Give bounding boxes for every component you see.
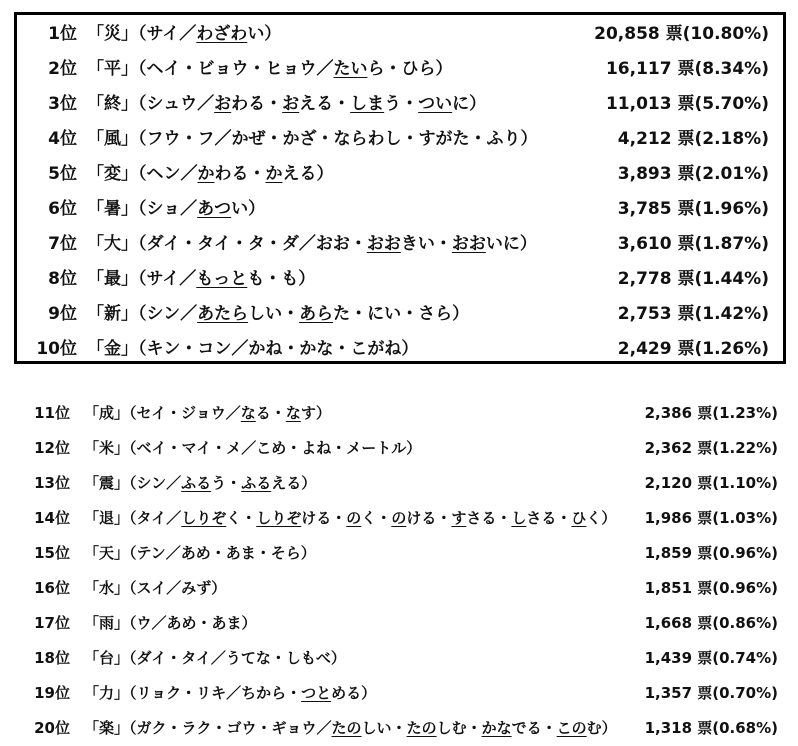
reading-text: （ヘイ・ビョウ・ヒョウ／	[138, 59, 334, 79]
ranking-row	[17, 52, 783, 87]
kanji-character: 「雨」	[84, 614, 130, 632]
reading-underlined: おお	[366, 234, 401, 254]
ranking-row	[0, 711, 798, 746]
vote-count: 3,785 票(1.96%)	[617, 199, 769, 219]
rank-label: 10位	[36, 339, 77, 359]
rank-label: 11位	[34, 404, 70, 422]
vote-count: 1,357 票(0.70%)	[644, 684, 778, 702]
kanji-character: 「楽」	[84, 719, 130, 737]
reading-text: （キン・コン／かね・かな・こがね）	[138, 339, 419, 359]
reading-underlined: あつ	[197, 199, 232, 219]
reading-underlined: しりぞ	[256, 509, 302, 527]
reading-text: さる・	[466, 509, 512, 527]
ranking-row	[17, 87, 783, 122]
kanji-reading	[129, 579, 226, 597]
kanji-entry	[84, 641, 346, 676]
rank-label: 15位	[34, 544, 70, 562]
kanji-character: 「風」	[87, 129, 138, 149]
vote-count: 4,212 票(2.18%)	[617, 129, 769, 149]
vote-count: 11,013 票(5.70%)	[605, 94, 769, 114]
kanji-reading	[129, 719, 617, 737]
kanji-entry	[84, 501, 616, 536]
reading-underlined: な	[285, 404, 301, 422]
reading-text: （フウ・フ／かぜ・かざ・ならわし・すがた・ふり）	[138, 129, 538, 149]
kanji-entry	[84, 676, 376, 711]
rank-label: 19位	[34, 684, 70, 702]
reading-text: （シン／	[138, 304, 198, 324]
rank-label: 17位	[34, 614, 70, 632]
reading-text: （サイ／	[138, 269, 197, 289]
reading-text: ら・ひら）	[367, 59, 453, 79]
reading-text: める）	[331, 684, 377, 702]
rank-label: 3位	[48, 94, 77, 114]
vote-count: 20,858 票(10.80%)	[594, 24, 769, 44]
reading-underlined: たの	[331, 719, 362, 737]
reading-underlined: す	[451, 509, 467, 527]
reading-underlined: しま	[350, 94, 385, 114]
kanji-reading	[138, 199, 265, 219]
reading-text: く・	[226, 509, 257, 527]
vote-count: 2,753 票(1.42%)	[617, 304, 769, 324]
reading-text: （ダイ・タイ・タ・ダ／おお・	[138, 234, 367, 254]
reading-text: （ダイ・タイ／うてな・しもべ）	[129, 649, 346, 667]
ranking-row	[17, 192, 783, 227]
kanji-reading	[129, 509, 616, 527]
kanji-reading	[138, 304, 469, 324]
rank-label: 13位	[34, 474, 70, 492]
kanji-character: 「水」	[84, 579, 130, 597]
ranking-row	[17, 297, 783, 332]
ranking-row	[17, 17, 783, 52]
kanji-reading	[138, 164, 334, 184]
rank-label: 9位	[48, 304, 77, 324]
kanji-character: 「平」	[87, 59, 138, 79]
kanji-entry	[84, 466, 316, 501]
rank-label: 12位	[34, 439, 70, 457]
ranking-row	[0, 536, 798, 571]
kanji-character: 「米」	[84, 439, 130, 457]
kanji-reading	[129, 614, 257, 632]
kanji-reading	[129, 684, 376, 702]
rank-label: 1位	[48, 24, 77, 44]
kanji-character: 「成」	[84, 404, 130, 422]
reading-underlined: もっと	[196, 269, 248, 289]
reading-text: （テン／あめ・あま・そら）	[129, 544, 316, 562]
reading-text: （ヘン／	[138, 164, 198, 184]
ranking-row	[17, 262, 783, 297]
reading-underlined: あたら	[197, 304, 249, 324]
reading-underlined: わざわ	[196, 24, 248, 44]
kanji-character: 「暑」	[87, 199, 138, 219]
reading-text: ける・	[406, 509, 452, 527]
kanji-entry	[87, 87, 486, 122]
reading-text: える）	[282, 164, 334, 184]
kanji-entry	[87, 17, 281, 52]
ranking-row	[0, 396, 798, 431]
top10-ranking-box	[14, 12, 786, 364]
kanji-character: 「新」	[87, 304, 138, 324]
reading-underlined: たい	[333, 59, 368, 79]
reading-text: きい・	[400, 234, 452, 254]
reading-text: わる・	[214, 164, 266, 184]
ranking-row	[0, 571, 798, 606]
ranking-row	[17, 122, 783, 157]
reading-text: （リョク・リキ／ちから・	[129, 684, 302, 702]
reading-underlined: か	[265, 164, 283, 184]
kanji-reading	[138, 269, 315, 289]
kanji-reading	[138, 234, 537, 254]
ranking-row	[0, 431, 798, 466]
kanji-reading	[129, 649, 346, 667]
ranking-row	[0, 676, 798, 711]
rank-label: 4位	[48, 129, 77, 149]
kanji-entry	[87, 227, 537, 262]
kanji-character: 「災」	[87, 24, 138, 44]
kanji-character: 「天」	[84, 544, 130, 562]
rank-label: 18位	[34, 649, 70, 667]
kanji-reading	[129, 474, 316, 492]
reading-text: でる・	[511, 719, 557, 737]
reading-text: う・	[384, 94, 419, 114]
reading-text: （スイ／みず）	[129, 579, 227, 597]
kanji-entry	[84, 431, 421, 466]
reading-text: く）	[586, 509, 617, 527]
ranking-row	[0, 501, 798, 536]
vote-count: 1,859 票(0.96%)	[644, 544, 778, 562]
reading-text: も・も）	[247, 269, 316, 289]
kanji-entry	[87, 332, 418, 367]
reading-text: （ベイ・マイ・メ／こめ・よね・メートル）	[129, 439, 422, 457]
kanji-entry	[87, 262, 315, 297]
vote-count: 3,893 票(2.01%)	[617, 164, 769, 184]
reading-text: いに）	[485, 234, 537, 254]
kanji-entry	[87, 52, 453, 87]
kanji-reading	[129, 544, 316, 562]
reading-text: （サイ／	[138, 24, 197, 44]
reading-underlined: し	[511, 509, 527, 527]
reading-text: しむ・	[436, 719, 482, 737]
kanji-entry	[87, 297, 469, 332]
ranking-row	[17, 157, 783, 192]
kanji-reading	[138, 94, 486, 114]
vote-count: 1,851 票(0.96%)	[644, 579, 778, 597]
kanji-character: 「震」	[84, 474, 130, 492]
reading-underlined: の	[391, 509, 407, 527]
kanji-entry	[87, 192, 265, 227]
reading-text: い）	[231, 199, 266, 219]
rank-label: 7位	[48, 234, 77, 254]
vote-count: 2,778 票(1.44%)	[617, 269, 769, 289]
reading-text: さる・	[526, 509, 572, 527]
reading-underlined: ひ	[571, 509, 587, 527]
kanji-reading	[138, 24, 281, 44]
ranking-row	[0, 466, 798, 501]
rank-label: 5位	[48, 164, 77, 184]
reading-text: （シュウ／	[138, 94, 215, 114]
reading-text: しい・	[361, 719, 407, 737]
vote-count: 1,668 票(0.86%)	[644, 614, 778, 632]
reading-underlined: しりぞ	[181, 509, 227, 527]
reading-text: （ガク・ラク・ゴウ・ギョウ／	[129, 719, 332, 737]
reading-text: （タイ／	[129, 509, 182, 527]
kanji-reading	[138, 129, 538, 149]
reading-text: む）	[586, 719, 617, 737]
vote-count: 3,610 票(1.87%)	[617, 234, 769, 254]
reading-underlined: の	[346, 509, 362, 527]
reading-underlined: な	[240, 404, 256, 422]
reading-text: う・	[211, 474, 242, 492]
reading-text: （セイ・ジョウ／	[129, 404, 241, 422]
reading-text: に）	[452, 94, 487, 114]
kanji-entry	[87, 157, 334, 192]
kanji-entry	[84, 536, 316, 571]
kanji-entry	[84, 606, 257, 641]
vote-count: 1,318 票(0.68%)	[644, 719, 778, 737]
kanji-character: 「金」	[87, 339, 138, 359]
reading-underlined: かな	[481, 719, 512, 737]
reading-text: える・	[299, 94, 351, 114]
reading-underlined: お	[282, 94, 300, 114]
vote-count: 2,362 票(1.22%)	[644, 439, 778, 457]
reading-text: （ウ／あめ・あま）	[129, 614, 257, 632]
ranking-row	[0, 606, 798, 641]
vote-count: 16,117 票(8.34%)	[605, 59, 769, 79]
kanji-character: 「大」	[87, 234, 138, 254]
kanji-entry	[84, 571, 226, 606]
kanji-entry	[84, 711, 617, 746]
kanji-reading	[138, 339, 418, 359]
reading-text: わる・	[231, 94, 283, 114]
vote-count: 1,986 票(1.03%)	[644, 509, 778, 527]
reading-text: く・	[361, 509, 392, 527]
kanji-reading	[129, 439, 421, 457]
kanji-character: 「変」	[87, 164, 138, 184]
kanji-entry	[87, 122, 538, 157]
vote-count: 1,439 票(0.74%)	[644, 649, 778, 667]
vote-count: 2,120 票(1.10%)	[644, 474, 778, 492]
reading-underlined: か	[197, 164, 215, 184]
rank-label: 14位	[34, 509, 70, 527]
kanji-character: 「力」	[84, 684, 130, 702]
kanji-character: 「台」	[84, 649, 130, 667]
reading-text: る・	[255, 404, 286, 422]
reading-text: ける・	[301, 509, 347, 527]
vote-count: 2,429 票(1.26%)	[617, 339, 769, 359]
reading-text: （ショ／	[138, 199, 198, 219]
reading-underlined: つい	[418, 94, 453, 114]
reading-underlined: たの	[406, 719, 437, 737]
ranking-row	[17, 332, 783, 367]
ranking-row	[0, 641, 798, 676]
kanji-entry	[84, 396, 331, 431]
reading-underlined: この	[556, 719, 587, 737]
reading-underlined: つと	[301, 684, 332, 702]
vote-count: 2,386 票(1.23%)	[644, 404, 778, 422]
reading-underlined: あら	[299, 304, 334, 324]
reading-text: い）	[247, 24, 282, 44]
kanji-character: 「最」	[87, 269, 138, 289]
reading-text: た・にい・さら）	[333, 304, 470, 324]
reading-text: す）	[300, 404, 331, 422]
kanji-reading	[138, 59, 453, 79]
reading-text: （シン／	[129, 474, 182, 492]
ranking-row	[17, 227, 783, 262]
kanji-character: 「退」	[84, 509, 130, 527]
rank-label: 8位	[48, 269, 77, 289]
rank-label: 2位	[48, 59, 77, 79]
reading-text: える）	[271, 474, 317, 492]
reading-underlined: ふる	[241, 474, 272, 492]
rank-label: 6位	[48, 199, 77, 219]
kanji-character: 「終」	[87, 94, 138, 114]
rank-label: 16位	[34, 579, 70, 597]
reading-text: しい・	[248, 304, 300, 324]
reading-underlined: お	[214, 94, 232, 114]
rank-label: 20位	[34, 719, 70, 737]
kanji-reading	[129, 404, 331, 422]
reading-underlined: ふる	[181, 474, 212, 492]
reading-underlined: おお	[451, 234, 486, 254]
